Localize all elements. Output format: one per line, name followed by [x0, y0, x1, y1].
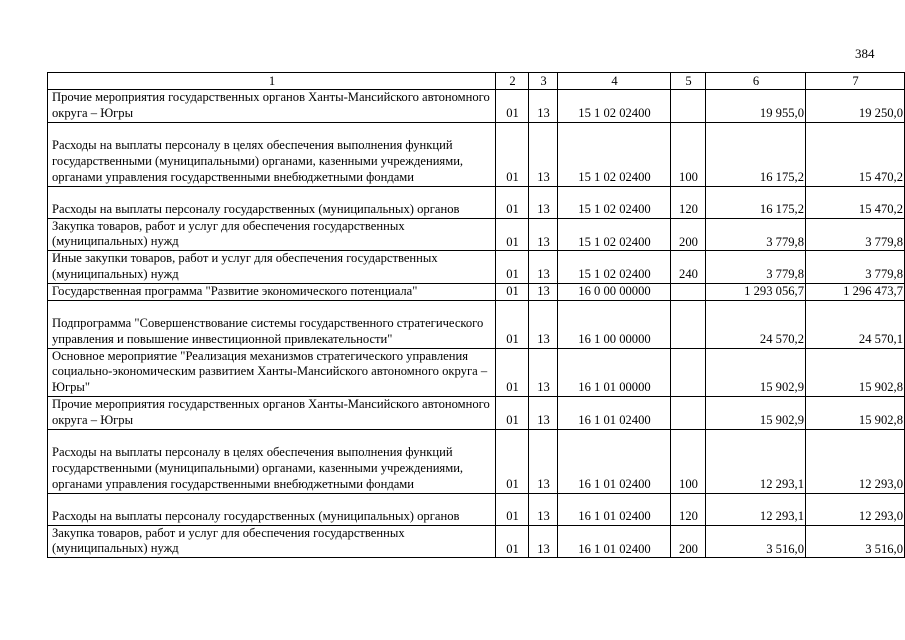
- row-amount-col7: 19 250,0: [806, 90, 905, 123]
- row-target-code: 16 1 01 02400: [558, 429, 671, 493]
- row-subsection: 13: [529, 300, 558, 348]
- table-row: [48, 218, 905, 251]
- table-row: [48, 396, 905, 429]
- row-section: 01: [496, 493, 529, 525]
- row-amount-col7: 15 902,8: [806, 348, 905, 396]
- row-name: Расходы на выплаты персоналу государственных (муниципальных) органов: [48, 186, 496, 218]
- row-name: Закупка товаров, работ и услуг для обеспечения государственных (муниципальных) нужд: [48, 218, 496, 251]
- row-target-code: 16 1 00 00000: [558, 300, 671, 348]
- row-section: 01: [496, 90, 529, 123]
- row-subsection: 13: [529, 251, 558, 284]
- row-amount-col6: 24 570,2: [706, 300, 806, 348]
- row-expense-type: 100: [671, 122, 706, 186]
- table-row: [48, 122, 905, 186]
- row-target-code: 16 0 00 00000: [558, 283, 671, 300]
- row-section: 01: [496, 122, 529, 186]
- row-section: 01: [496, 218, 529, 251]
- row-target-code: 16 1 01 02400: [558, 493, 671, 525]
- row-target-code: 15 1 02 02400: [558, 218, 671, 251]
- table-row: [48, 90, 905, 123]
- table-row: [48, 300, 905, 348]
- row-expense-type: 240: [671, 251, 706, 284]
- table-row: [48, 348, 905, 396]
- row-name: Иные закупки товаров, работ и услуг для обеспечения государственных (муниципальных) нужд: [48, 251, 496, 284]
- header-col-2: 2: [496, 73, 529, 90]
- row-amount-col6: 12 293,1: [706, 493, 806, 525]
- row-subsection: 13: [529, 90, 558, 123]
- row-amount-col6: 3 779,8: [706, 251, 806, 284]
- row-target-code: 15 1 02 02400: [558, 90, 671, 123]
- table-row: [48, 525, 905, 558]
- row-amount-col7: 1 296 473,7: [806, 283, 905, 300]
- page-number: 384: [855, 46, 875, 61]
- row-target-code: 15 1 02 02400: [558, 251, 671, 284]
- row-target-code: 16 1 01 02400: [558, 396, 671, 429]
- row-expense-type: 120: [671, 493, 706, 525]
- row-name: Закупка товаров, работ и услуг для обеспечения государственных (муниципальных) нужд: [48, 525, 496, 558]
- row-subsection: 13: [529, 283, 558, 300]
- row-expense-type: 100: [671, 429, 706, 493]
- row-expense-type: 200: [671, 525, 706, 558]
- row-section: 01: [496, 429, 529, 493]
- table-row: [48, 186, 905, 218]
- row-name: Прочие мероприятия государственных органов Ханты-Мансийского автономного округа – Югры: [48, 396, 496, 429]
- row-subsection: 13: [529, 348, 558, 396]
- row-amount-col7: 3 779,8: [806, 251, 905, 284]
- row-name: Прочие мероприятия государственных органов Ханты-Мансийского автономного округа – Югры: [48, 90, 496, 123]
- header-col-6: 6: [706, 73, 806, 90]
- row-amount-col6: 15 902,9: [706, 396, 806, 429]
- budget-table: [47, 72, 905, 558]
- row-section: 01: [496, 251, 529, 284]
- row-amount-col7: 24 570,1: [806, 300, 905, 348]
- header-col-5: 5: [671, 73, 706, 90]
- row-name: Расходы на выплаты персоналу государственных (муниципальных) органов: [48, 493, 496, 525]
- row-subsection: 13: [529, 218, 558, 251]
- row-name: Расходы на выплаты персоналу в целях обеспечения выполнения функций государственными (муниципальными) органами, казенными учреждениями, органами управления государственными внебюджетными фондами: [48, 122, 496, 186]
- table-header-row: [48, 73, 905, 90]
- row-target-code: 16 1 01 02400: [558, 525, 671, 558]
- row-subsection: 13: [529, 525, 558, 558]
- table-body: [48, 73, 905, 558]
- row-amount-col7: 12 293,0: [806, 429, 905, 493]
- row-expense-type: [671, 90, 706, 123]
- row-section: 01: [496, 283, 529, 300]
- row-section: 01: [496, 348, 529, 396]
- row-expense-type: 200: [671, 218, 706, 251]
- row-target-code: 16 1 01 00000: [558, 348, 671, 396]
- row-amount-col6: 19 955,0: [706, 90, 806, 123]
- row-expense-type: [671, 348, 706, 396]
- row-subsection: 13: [529, 396, 558, 429]
- row-amount-col7: 15 470,2: [806, 122, 905, 186]
- row-amount-col6: 16 175,2: [706, 186, 806, 218]
- row-amount-col6: 15 902,9: [706, 348, 806, 396]
- row-name: Основное мероприятие "Реализация механизмов стратегического управления социально-экономическим развитием Ханты-Мансийского автономного округа – Югры": [48, 348, 496, 396]
- row-amount-col7: 3 779,8: [806, 218, 905, 251]
- row-target-code: 15 1 02 02400: [558, 186, 671, 218]
- row-name: Расходы на выплаты персоналу в целях обеспечения выполнения функций государственными (муниципальными) органами, казенными учреждениями, органами управления государственными внебюджетными фондами: [48, 429, 496, 493]
- row-subsection: 13: [529, 493, 558, 525]
- row-expense-type: [671, 300, 706, 348]
- row-amount-col6: 1 293 056,7: [706, 283, 806, 300]
- row-expense-type: 120: [671, 186, 706, 218]
- table-row: [48, 493, 905, 525]
- row-section: 01: [496, 300, 529, 348]
- row-subsection: 13: [529, 429, 558, 493]
- row-amount-col6: 3 516,0: [706, 525, 806, 558]
- header-col-3: 3: [529, 73, 558, 90]
- row-expense-type: [671, 396, 706, 429]
- row-amount-col7: 12 293,0: [806, 493, 905, 525]
- header-col-1: 1: [48, 73, 496, 90]
- row-amount-col7: 15 902,8: [806, 396, 905, 429]
- row-amount-col6: 16 175,2: [706, 122, 806, 186]
- row-name: Подпрограмма "Совершенствование системы государственного стратегического управления и повышение инвестиционной привлекательности": [48, 300, 496, 348]
- row-section: 01: [496, 186, 529, 218]
- row-target-code: 15 1 02 02400: [558, 122, 671, 186]
- row-expense-type: [671, 283, 706, 300]
- table-row: [48, 283, 905, 300]
- row-section: 01: [496, 396, 529, 429]
- row-amount-col7: 3 516,0: [806, 525, 905, 558]
- row-name: Государственная программа "Развитие экономического потенциала": [48, 283, 496, 300]
- row-subsection: 13: [529, 122, 558, 186]
- row-amount-col6: 12 293,1: [706, 429, 806, 493]
- row-subsection: 13: [529, 186, 558, 218]
- row-amount-col7: 15 470,2: [806, 186, 905, 218]
- header-col-7: 7: [806, 73, 905, 90]
- table-row: [48, 251, 905, 284]
- row-section: 01: [496, 525, 529, 558]
- table-row: [48, 429, 905, 493]
- header-col-4: 4: [558, 73, 671, 90]
- row-amount-col6: 3 779,8: [706, 218, 806, 251]
